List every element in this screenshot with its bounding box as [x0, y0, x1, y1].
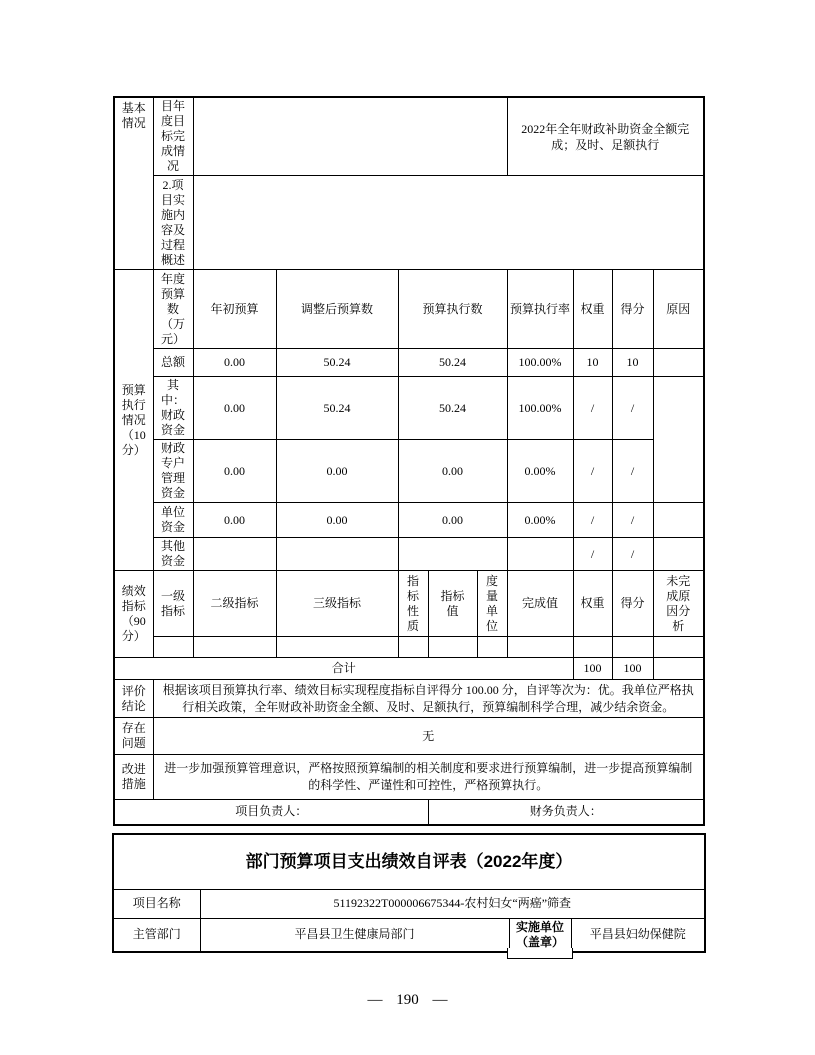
budget-row-unit-funds-label — [153, 503, 193, 538]
budget-col-execution-rate: 预算执行率 — [507, 270, 573, 349]
project-name-value: 51192322T000006675344-农村妇女“两癌”筛查 — [200, 889, 705, 918]
budget-col-score: 得分 — [612, 270, 653, 349]
budget-row-fiscal-funds-label — [153, 377, 193, 440]
perf-col-actual-value: 完成值 — [507, 571, 573, 637]
perf-col-nature-text: 指标性质 — [406, 573, 419, 633]
perf-col-unit-text: 度量单位 — [486, 573, 499, 633]
budget-row-unit-funds-label-text: 单位资金 — [160, 505, 185, 534]
basic-info-section-label-text: 基本情况 — [121, 101, 146, 130]
perf-empty-actual — [507, 637, 573, 658]
budget-row-fiscal-special-executed: 0.00 — [398, 440, 507, 503]
basic-info-section-label — [114, 97, 153, 270]
budget-row-fiscal-funds-weight: / — [573, 377, 612, 440]
perf-empty-target — [428, 637, 477, 658]
problems-text: 无 — [153, 718, 704, 755]
budget-row-unit-funds-reason — [653, 503, 704, 538]
row-annual-goal — [114, 97, 704, 176]
annual-goal-completion-label-text: 目年度目标完成情况 — [160, 99, 185, 173]
perf-total-label: 合计 — [114, 658, 573, 680]
budget-row-fiscal-special-label-text: 财政专户管理资金 — [160, 441, 185, 500]
annual-goal-completion-result: 2022年全年财政补助资金全额完成；及时、足额执行 — [507, 97, 704, 176]
perf-total-row — [114, 658, 704, 680]
perf-empty-reason — [653, 637, 704, 658]
conclusion-label — [114, 680, 153, 718]
problems-label — [114, 718, 153, 755]
budget-row-fiscal-special-score: / — [612, 440, 653, 503]
row-budget-header — [114, 270, 704, 349]
measures-label — [114, 755, 153, 800]
perf-col-uncompleted-reason — [653, 571, 704, 637]
budget-row-fiscal-funds-score: / — [612, 377, 653, 440]
perf-empty-score — [612, 637, 653, 658]
budget-col-initial-budget: 年初预算 — [193, 270, 276, 349]
budget-row-fiscal-special-rate: 0.00% — [507, 440, 573, 503]
budget-execution-section-label — [114, 270, 153, 571]
row-problems — [114, 718, 704, 755]
measures-label-text: 改进措施 — [121, 762, 146, 791]
self-eval-table-2022 — [112, 833, 706, 953]
budget-row-other-funds-rate — [507, 538, 573, 571]
department-label: 主管部门 — [113, 918, 200, 952]
perf-col-nature — [398, 571, 428, 637]
implementing-unit-value: 平昌县妇幼保健院 — [571, 918, 705, 952]
department-value: 平昌县卫生健康局部门 — [200, 918, 509, 952]
perf-empty-level2 — [193, 637, 276, 658]
budget-row-unit-funds-rate: 0.00% — [507, 503, 573, 538]
perf-empty-level1 — [153, 637, 193, 658]
budget-col-executed-amount: 预算执行数 — [398, 270, 507, 349]
perf-empty-nature — [398, 637, 428, 658]
row-performance-header — [114, 571, 704, 637]
problems-label-text: 存在问题 — [121, 721, 146, 750]
perf-col-uncompleted-reason-text: 未完成原因分析 — [666, 573, 691, 633]
performance-section-label — [114, 571, 153, 658]
budget-row-other-funds-label — [153, 538, 193, 571]
self-eval-table-2022-wrapper — [112, 833, 704, 963]
implementation-overview-value — [193, 176, 704, 270]
budget-row-fiscal-funds-reason — [653, 377, 704, 503]
budget-col-adjusted-budget: 调整后预算数 — [276, 270, 398, 349]
annual-goal-completion-value — [193, 97, 507, 176]
finance-manager-signature: 财务负责人： — [428, 800, 704, 825]
budget-row-other-funds-reason — [653, 538, 704, 571]
budget-col-reason: 原因 — [653, 270, 704, 349]
budget-col-weight: 权重 — [573, 270, 612, 349]
perf-total-reason — [653, 658, 704, 680]
perf-col-level3: 三级指标 — [276, 571, 398, 637]
perf-total-score: 100 — [612, 658, 653, 680]
conclusion-label-text: 评价结论 — [121, 683, 146, 713]
budget-row-fiscal-funds-executed: 50.24 — [398, 377, 507, 440]
implementing-unit-label: 实施单位（盖章） — [509, 918, 571, 952]
page-number: — 190 — — [367, 992, 448, 1008]
budget-col-annual-budget-text: 年度预算数（万元） — [160, 271, 185, 346]
budget-row-other-funds-adjusted — [276, 538, 398, 571]
row-conclusion — [114, 680, 704, 718]
budget-row-unit-funds — [114, 503, 704, 538]
perf-empty-unit — [477, 637, 507, 658]
performance-section-label-text: 绩效指标（90分） — [121, 584, 146, 643]
budget-row-fiscal-special-initial: 0.00 — [193, 440, 276, 503]
budget-row-other-funds-initial — [193, 538, 276, 571]
implementing-unit-seal-extension — [507, 948, 573, 959]
budget-row-fiscal-funds-rate: 100.00% — [507, 377, 573, 440]
budget-row-unit-funds-initial: 0.00 — [193, 503, 276, 538]
perf-col-target-value-text: 指标值 — [440, 588, 465, 618]
budget-row-fiscal-funds — [114, 377, 704, 440]
implementation-overview-label-text: 2.项目实施内容及过程概述 — [160, 177, 185, 267]
budget-row-total-score: 10 — [612, 349, 653, 377]
implementation-overview-label — [153, 176, 193, 270]
budget-row-other-funds-label-text: 其他资金 — [160, 539, 185, 568]
budget-row-total-label: 总额 — [153, 349, 193, 377]
budget-row-fiscal-special-weight: / — [573, 440, 612, 503]
budget-row-other-funds-score: / — [612, 538, 653, 571]
perf-col-score: 得分 — [612, 571, 653, 637]
budget-row-total — [114, 349, 704, 377]
row-measures — [114, 755, 704, 800]
row-table2-title — [113, 834, 705, 889]
budget-row-fiscal-funds-adjusted: 50.24 — [276, 377, 398, 440]
budget-row-total-reason — [653, 349, 704, 377]
perf-total-weight: 100 — [573, 658, 612, 680]
perf-col-level1-text: 一级指标 — [160, 588, 185, 618]
perf-col-level1 — [153, 571, 193, 637]
budget-row-fiscal-funds-initial: 0.00 — [193, 377, 276, 440]
budget-col-annual-budget — [153, 270, 193, 349]
annual-goal-completion-label — [153, 97, 193, 176]
conclusion-text: 根据该项目预算执行率、绩效目标实现程度指标自评得分 100.00 分，自评等次为：优。我单位严格执行相关政策，全年财政补助资金全额、及时、足额执行，预算编制科学合理，减少结余资金。 — [153, 680, 704, 718]
budget-row-unit-funds-adjusted: 0.00 — [276, 503, 398, 538]
project-name-label: 项目名称 — [113, 889, 200, 918]
row-department — [113, 918, 705, 952]
budget-row-total-initial: 0.00 — [193, 349, 276, 377]
perf-col-weight: 权重 — [573, 571, 612, 637]
budget-row-unit-funds-executed: 0.00 — [398, 503, 507, 538]
perf-empty-level3 — [276, 637, 398, 658]
perf-empty-weight — [573, 637, 612, 658]
row-implementation-overview — [114, 176, 704, 270]
budget-row-unit-funds-weight: / — [573, 503, 612, 538]
budget-row-fiscal-funds-label-text: 其中：财政资金 — [160, 378, 185, 437]
budget-row-fiscal-special-label — [153, 440, 193, 503]
project-manager-signature: 项目负责人： — [114, 800, 428, 825]
budget-row-other-funds-executed — [398, 538, 507, 571]
budget-row-fiscal-special-adjusted: 0.00 — [276, 440, 398, 503]
perf-col-unit — [477, 571, 507, 637]
budget-row-unit-funds-score: / — [612, 503, 653, 538]
budget-execution-section-label-text: 预算执行情况（10分） — [121, 382, 146, 457]
budget-row-total-weight: 10 — [573, 349, 612, 377]
budget-row-total-rate: 100.00% — [507, 349, 573, 377]
perf-col-level2: 二级指标 — [193, 571, 276, 637]
row-signatures — [114, 800, 704, 825]
budget-row-total-adjusted: 50.24 — [276, 349, 398, 377]
measures-text: 进一步加强预算管理意识，严格按照预算编制的相关制度和要求进行预算编制，进一步提高预算编制的科学性、严谨性和可控性，严格预算执行。 — [153, 755, 704, 800]
row-project-name — [113, 889, 705, 918]
budget-row-total-executed: 50.24 — [398, 349, 507, 377]
budget-row-other-funds — [114, 538, 704, 571]
self-eval-table-continued — [113, 96, 705, 826]
perf-col-target-value — [428, 571, 477, 637]
perf-empty-row — [114, 637, 704, 658]
budget-row-fiscal-special-account — [114, 440, 704, 503]
table2-title: 部门预算项目支出绩效自评表（2022年度） — [113, 834, 705, 889]
budget-row-other-funds-weight: / — [573, 538, 612, 571]
